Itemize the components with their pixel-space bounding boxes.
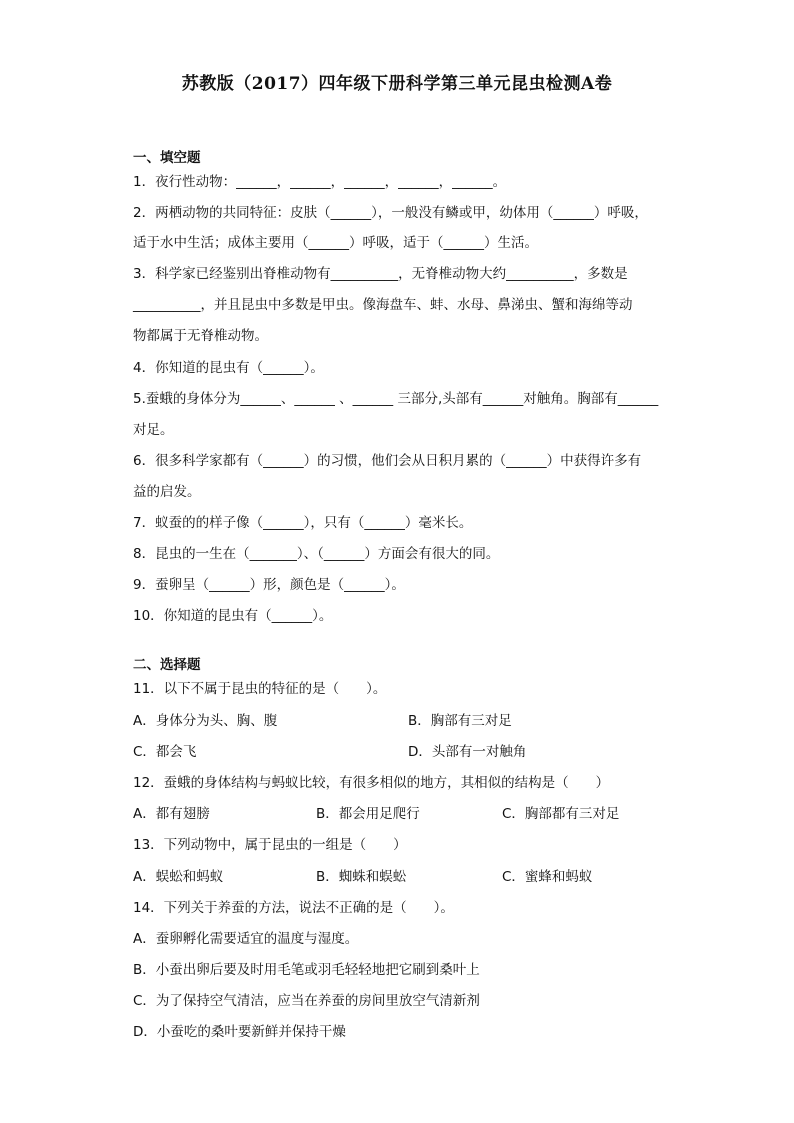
question-2-line-1: 2．两栖动物的共同特征：皮肤（______），一般没有鳞或甲，幼体用（______）呼吸，	[133, 205, 648, 221]
question-2-line-2: 适于水中生活；成体主要用（______）呼吸，适于（______）生活。	[133, 235, 538, 251]
question-14-option-a: A．蚕卵孵化需要适宜的温度与湿度。	[133, 931, 359, 947]
question-5-line-1: 5.蚕蛾的身体分为______、______ 、______ 三部分,头部有______对触角。胸部有______	[133, 391, 659, 407]
question-13-stem: 13．下列动物中，属于昆虫的一组是（ ）	[133, 837, 407, 853]
question-5-line-2: 对足。	[133, 422, 174, 438]
question-12-stem: 12．蚕蛾的身体结构与蚂蚁比较，有很多相似的地方，其相似的结构是（ ）	[133, 775, 610, 791]
question-6-line-2: 益的启发。	[133, 484, 201, 500]
question-14-option-c: C．为了保持空气清洁，应当在养蚕的房间里放空气清新剂	[133, 993, 480, 1009]
question-12-option-b: B．都会用足爬行	[316, 806, 420, 822]
section-choice-heading: 二、选择题	[133, 657, 201, 673]
question-11-option-d: D．头部有一对触角	[408, 744, 527, 760]
question-14-option-b: B．小蚕出卵后要及时用毛笔或羽毛轻轻地把它刷到桑叶上	[133, 962, 480, 978]
question-11-option-b: B．胸部有三对足	[408, 713, 512, 729]
question-4: 4．你知道的昆虫有（______）。	[133, 360, 324, 376]
question-12-option-c: C．胸部都有三对足	[502, 806, 620, 822]
question-10: 10．你知道的昆虫有（______）。	[133, 608, 333, 624]
question-6-line-1: 6．很多科学家都有（______）的习惯，他们会从日积月累的（______）中获得许多有	[133, 453, 642, 469]
question-12-option-a: A．都有翅膀	[133, 806, 210, 822]
question-13-option-c: C．蜜蜂和蚂蚁	[502, 869, 593, 885]
question-1: 1．夜行性动物：______，______，______，______，______。	[133, 174, 507, 190]
question-3-line-1: 3．科学家已经鉴别出脊椎动物有__________，无脊椎动物大约__________，多数是	[133, 266, 628, 282]
question-9: 9．蚕卵呈（______）形，颜色是（______）。	[133, 577, 405, 593]
question-11-option-c: C．都会飞	[133, 744, 197, 760]
question-3-line-2: __________，并且昆虫中多数是甲虫。像海盘车、蚌、水母、鼻涕虫、蟹和海绵等动	[133, 297, 633, 313]
question-13-option-b: B．蜘蛛和蜈蚣	[316, 869, 407, 885]
question-11-option-a: A．身体分为头、胸、腹	[133, 713, 278, 729]
question-11-stem: 11．以下不属于昆虫的特征的是（ ）。	[133, 681, 387, 697]
question-3-line-3: 物都属于无脊椎动物。	[133, 328, 268, 344]
question-8: 8．昆虫的一生在（_______）、（______）方面会有很大的同。	[133, 546, 500, 562]
question-7: 7．蚁蚕的的样子像（______），只有（______）毫米长。	[133, 515, 473, 531]
page-title: 苏教版（2017）四年级下册科学第三单元昆虫检测A卷	[181, 74, 613, 94]
question-13-option-a: A．蜈蚣和蚂蚁	[133, 869, 224, 885]
question-14-option-d: D．小蚕吃的桑叶要新鲜并保持干燥	[133, 1024, 346, 1040]
section-fill-blank-heading: 一、填空题	[133, 150, 201, 166]
question-14-stem: 14．下列关于养蚕的方法，说法不正确的是（ ）。	[133, 900, 454, 916]
